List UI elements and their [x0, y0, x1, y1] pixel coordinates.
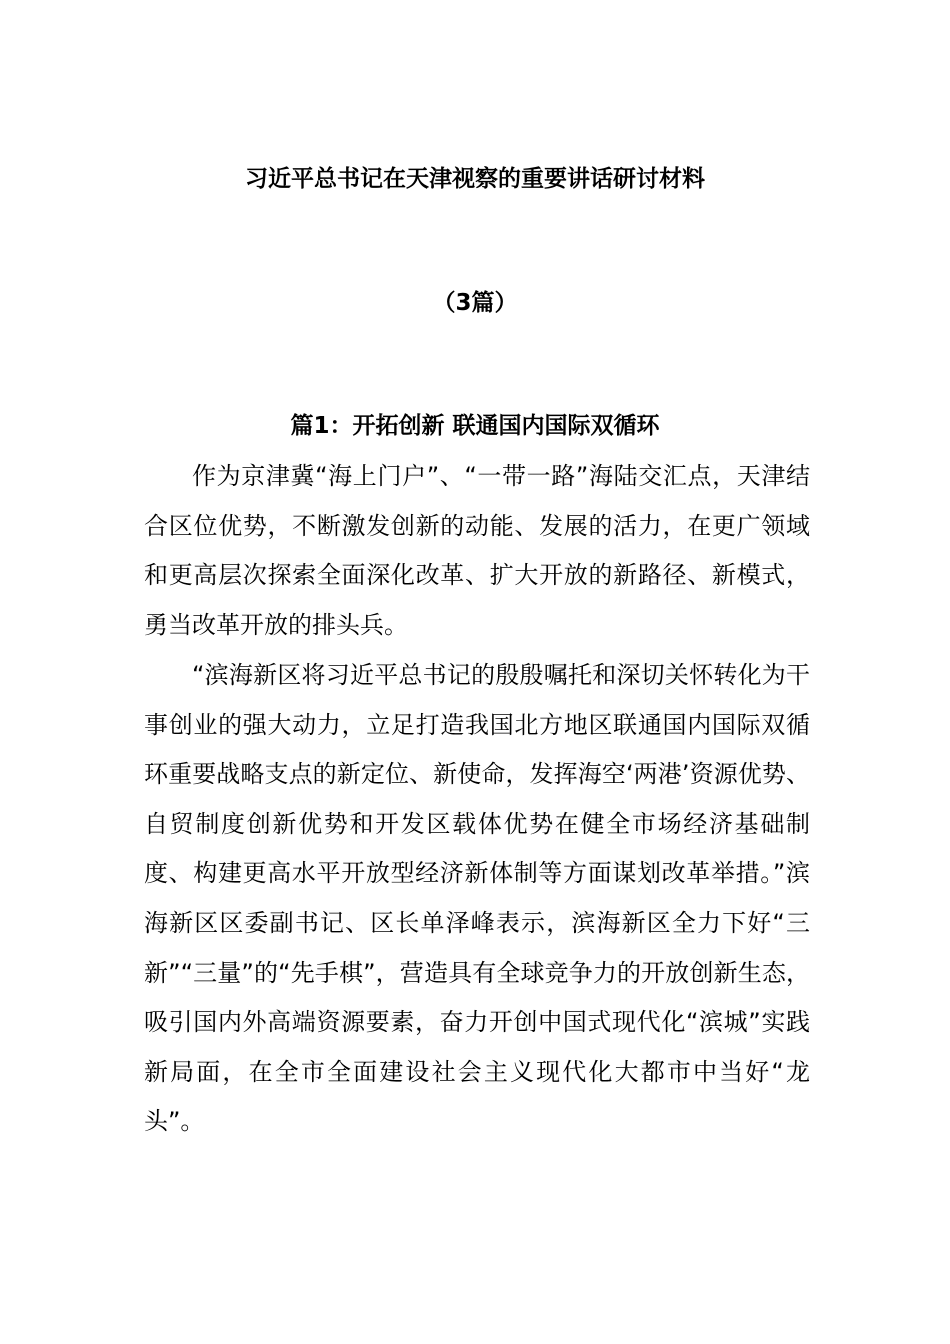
document-title: 习近平总书记在天津视察的重要讲话研讨材料: [245, 166, 705, 192]
document-subtitle: （3篇）: [432, 290, 518, 316]
section-heading: 篇1：开拓创新 联通国内国际双循环: [290, 413, 660, 439]
body-paragraph-2: “滨海新区将习近平总书记的殷殷嘱托和深切关怀转化为干事创业的强大动力，立足打造我国北方地区联通国内国际双循环重要战略支点的新定位、新使命，发挥海空‘两港’资源优势、自贸制度创新优势和开发区载体优势在健全市场经济基础制度、构建更高水平开放型经济新体制等方面谋划改革举措。”滨海新区区委副书记、区长单泽峰表示，滨海新区全力下好“三新”“三量”的“先手棋”，营造具有全球竞争力的开放创新生态，吸引国内外高端资源要素，奋力开创中国式现代化“滨城”实践新局面，在全市全面建设社会主义现代化大都市中当好“龙头”。: [144, 661, 810, 1136]
body-paragraph-1: 作为京津冀“海上门户”、“一带一路”海陆交汇点，天津结合区位优势，不断激发创新的动能、发展的活力，在更广领域和更高层次探索全面深化改革、扩大开放的新路径、新模式，勇当改革开放的排头兵。: [144, 462, 810, 639]
